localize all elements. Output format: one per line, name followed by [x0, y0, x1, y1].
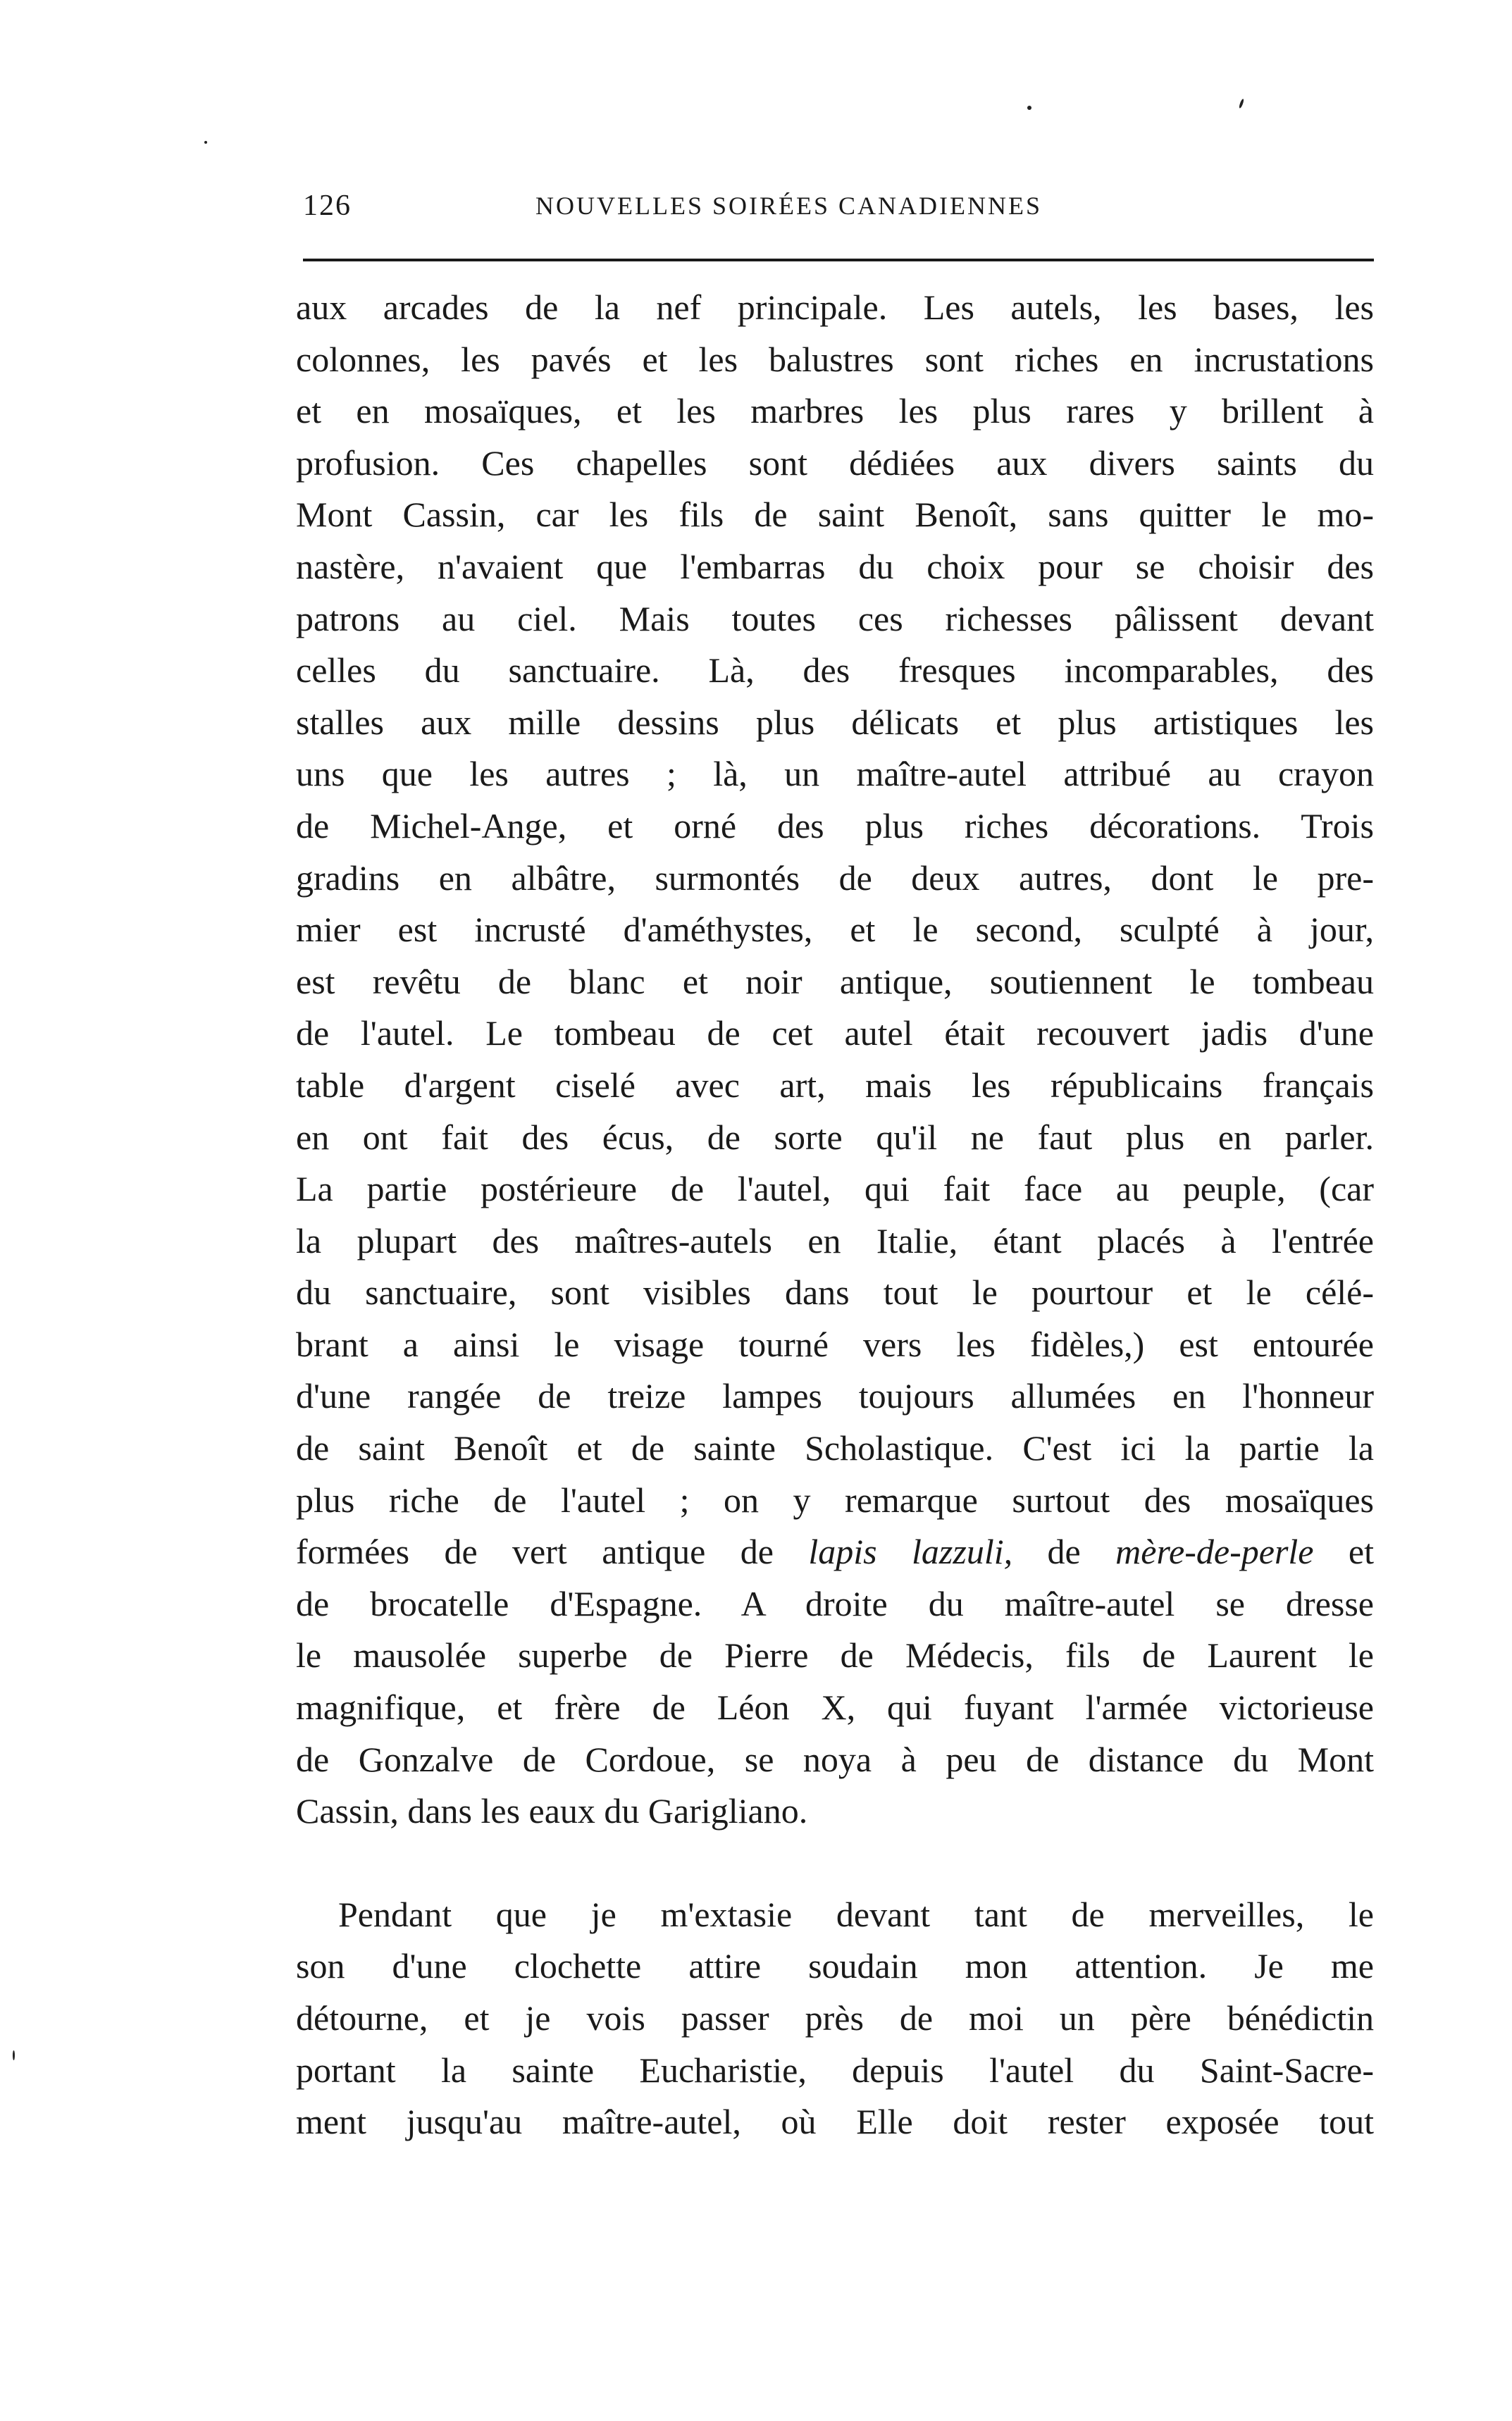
text-line: du sanctuaire, sont visibles dans tout le pourtour et le célé- [296, 1273, 1374, 1313]
text-line: est revêtu de blanc et noir antique, soutiennent le tombeau [296, 961, 1374, 1001]
text-line: profusion. Ces chapelles sont dédiées aux divers saints du [296, 442, 1374, 483]
page-number: 126 [303, 190, 352, 222]
ink-speck [1239, 99, 1245, 109]
text-line: portant la sainte Eucharistie, depuis l'autel du Saint-Sacre- [296, 2050, 1374, 2090]
ink-speck [13, 2050, 15, 2060]
text-line: de saint Benoît et de sainte Scholastique. C'est ici la partie la [296, 1428, 1374, 1468]
text-line: la plupart des maîtres-autels en Italie, étant placés à l'entrée [296, 1220, 1374, 1261]
text-line: patrons au ciel. Mais toutes ces richesses pâlissent devant [296, 598, 1374, 638]
text-line: table d'argent ciselé avec art, mais les républicains français [296, 1065, 1374, 1105]
text-line: aux arcades de la nef principale. Les autels, les bases, les [296, 287, 1374, 327]
italic-term: lapis lazzuli, [808, 1532, 1013, 1572]
text-line: en ont fait des écus, de sorte qu'il ne faut plus en parler. [296, 1117, 1374, 1157]
text-line: plus riche de l'autel ; on y remarque surtout des mosaïques [296, 1480, 1374, 1520]
text-line: et en mosaïques, et les marbres les plus rares y brillent à [296, 391, 1374, 431]
text-line: d'une rangée de treize lampes toujours allumées en l'honneur [296, 1376, 1374, 1416]
text-line: son d'une clochette attire soudain mon attention. Je me [296, 1946, 1374, 1986]
text-line: nastère, n'avaient que l'embarras du choix pour se choisir des [296, 546, 1374, 586]
text-segment: de [1012, 1532, 1116, 1572]
text-line: gradins en albâtre, surmontés de deux autres, dont le pre- [296, 857, 1374, 898]
body-text [296, 282, 1374, 2148]
text-line: détourne, et je vois passer près de moi un père bénédictin [296, 1998, 1374, 2038]
text-line: mier est incrusté d'améthystes, et le second, sculpté à jour, [296, 910, 1374, 950]
text-line: celles du sanctuaire. Là, des fresques incomparables, des [296, 650, 1374, 691]
text-line: ment jusqu'au maître-autel, où Elle doit rester exposée tout [296, 2102, 1374, 2142]
ink-speck [204, 141, 207, 144]
text-line: de l'autel. Le tombeau de cet autel était recouvert jadis d'une [296, 1013, 1374, 1053]
italic-term: mère-de-perle [1115, 1532, 1314, 1572]
text-line: de brocatelle d'Espagne. A droite du maître-autel se dresse [296, 1583, 1374, 1623]
text-segment: et [1313, 1532, 1374, 1572]
text-line: stalles aux mille dessins plus délicats et plus artistiques les [296, 702, 1374, 742]
text-line: brant a ainsi le visage tourné vers les fidèles,) est entourée [296, 1324, 1374, 1364]
text-line: le mausolée superbe de Pierre de Médecis, fils de Laurent le [296, 1635, 1374, 1676]
text-line: Pendant que je m'extasie devant tant de merveilles, le [338, 1894, 1374, 1934]
page-header [303, 185, 1374, 227]
ink-speck [1027, 106, 1031, 110]
text-line-with-italics [296, 1526, 1374, 1578]
text-line: de Gonzalve de Cordoue, se noya à peu de distance du Mont [296, 1739, 1374, 1779]
text-line: Cassin, dans les eaux du Garigliano. [296, 1791, 808, 1831]
header-rule [303, 259, 1374, 261]
text-line: Mont Cassin, car les fils de saint Benoît, sans quitter le mo- [296, 495, 1374, 535]
running-title: NOUVELLES SOIRÉES CANADIENNES [535, 192, 1042, 220]
text-segment: formées de vert antique de [296, 1532, 809, 1572]
text-line: uns que les autres ; là, un maître-autel attribué au crayon [296, 754, 1374, 794]
text-line: de Michel-Ange, et orné des plus riches décorations. Trois [296, 805, 1374, 846]
text-line: colonnes, les pavés et les balustres sont riches en incrustations [296, 339, 1374, 379]
text-line: La partie postérieure de l'autel, qui fait face au peuple, (car [296, 1169, 1374, 1209]
paragraph-gap [296, 1838, 1374, 1889]
text-line: magnifique, et frère de Léon X, qui fuyant l'armée victorieuse [296, 1688, 1374, 1728]
